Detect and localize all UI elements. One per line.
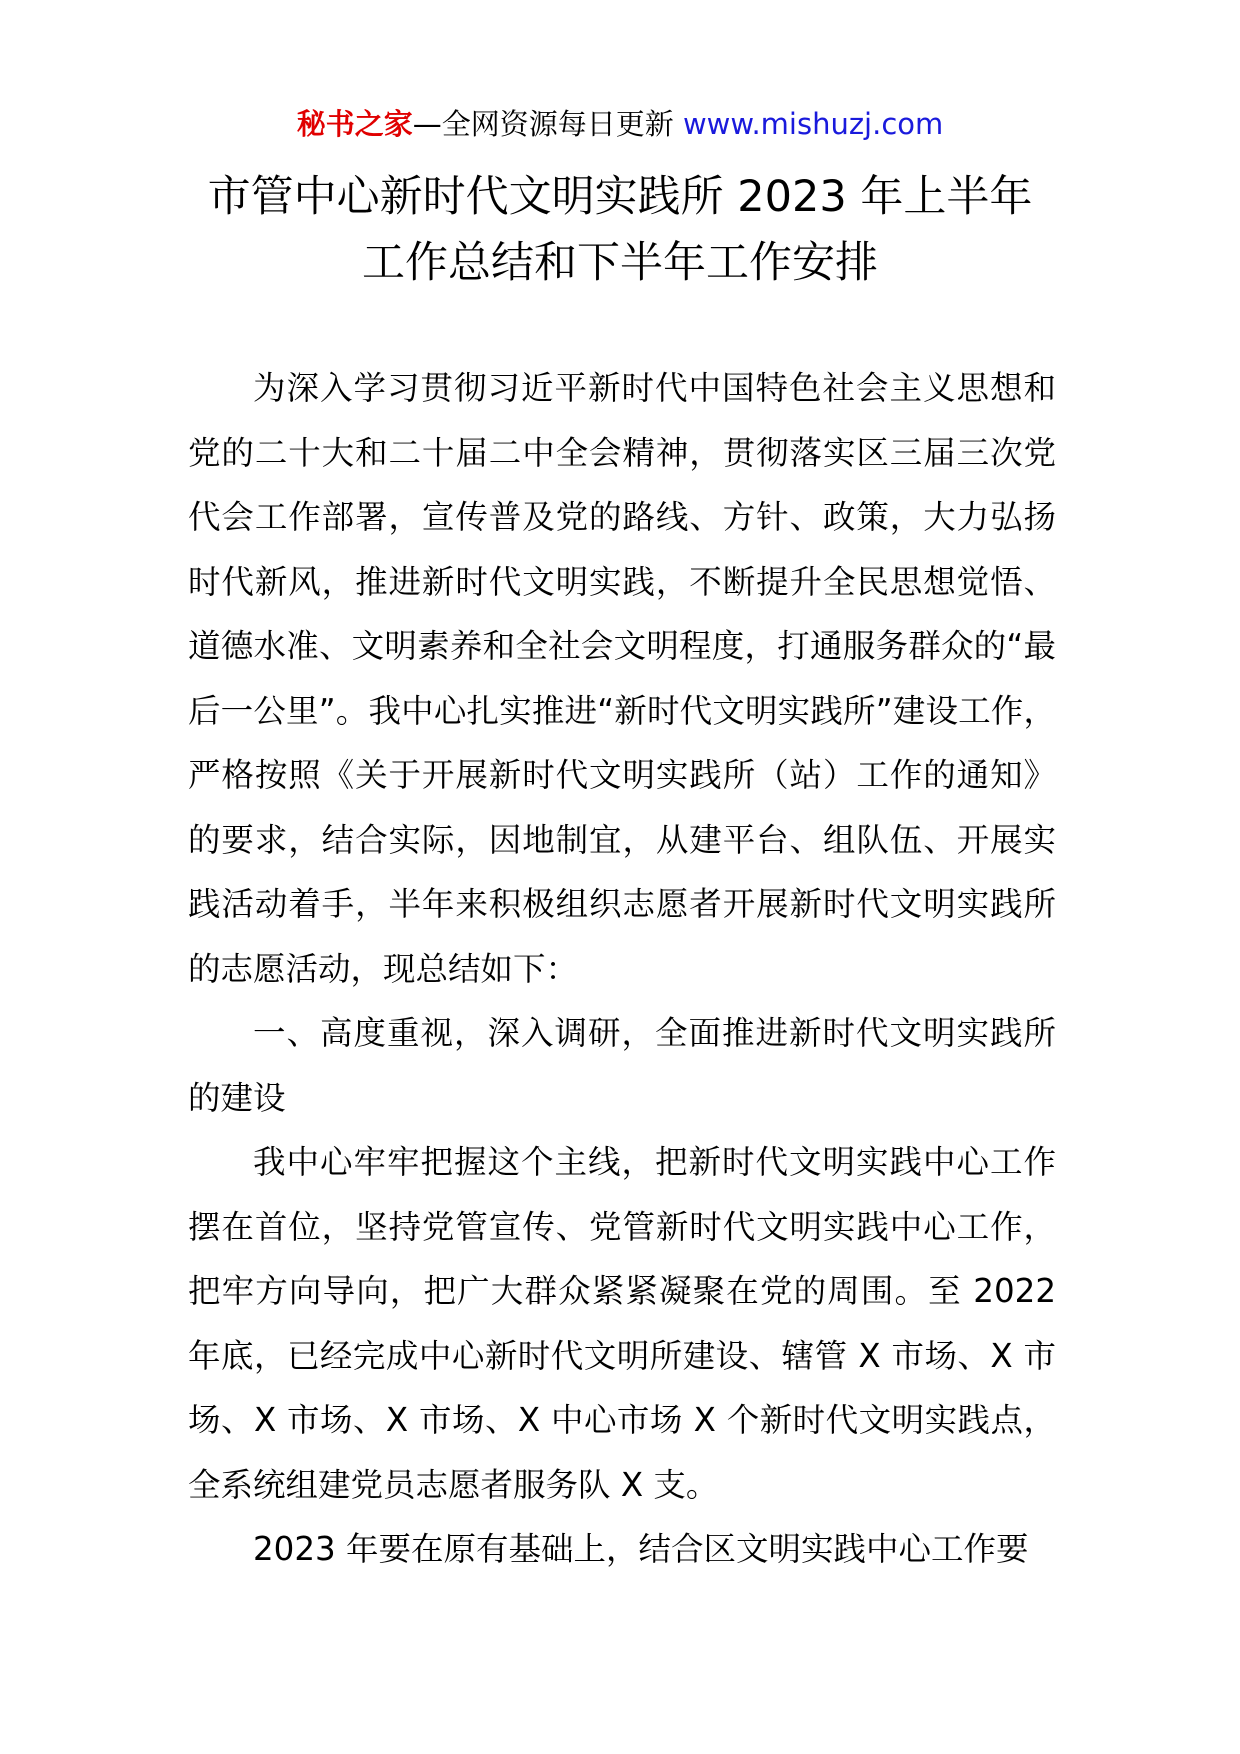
document-title [150, 164, 1090, 296]
title-line-1: 市管中心新时代文明实践所 2023 年上半年 [207, 172, 1033, 222]
site-banner [0, 102, 1240, 146]
site-url-link[interactable]: www.mishuzj.com [682, 107, 944, 141]
banner-tagline: —全网资源每日更新 [412, 107, 674, 141]
body-paragraph: 我中心牢牢把握这个主线，把新时代文明实践中心工作摆在首位，坚持党管宣传、党管新时代文明实践中心工作，把牢方向导向，把广大群众紧紧凝聚在党的周围。至 2022 年底，已经完成中心新时代文明所建设、辖管 X 市场、X 市场、X 市场、X 市场、X 中心市场 X 个新时代文明实践点，全系统组建党员志愿者服务队 X 支。 [188, 1143, 1056, 1504]
document-body [188, 356, 1056, 1582]
section-heading-1: 一、高度重视，深入调研，全面推进新时代文明实践所的建设 [188, 1014, 1056, 1117]
intro-paragraph: 为深入学习贯彻习近平新时代中国特色社会主义思想和党的二十大和二十届二中全会精神，贯彻落实区三届三次党代会工作部署，宣传普及党的路线、方针、政策，大力弘扬时代新风，推进新时代文明实践，不断提升全民思想觉悟、道德水准、文明素养和全社会文明程度，打通服务群众的“最后一公里”。我中心扎实推进“新时代文明实践所”建设工作，严格按照《关于开展新时代文明实践所（站）工作的通知》的要求，结合实际，因地制宜，从建平台、组队伍、开展实践活动着手，半年来积极组织志愿者开展新时代文明实践所的志愿活动，现总结如下： [188, 369, 1056, 988]
title-line-2: 工作总结和下半年工作安排 [362, 238, 878, 288]
body-paragraph: 2023 年要在原有基础上，结合区文明实践中心工作要 [253, 1530, 1029, 1568]
brand-name: 秘书之家 [296, 107, 413, 141]
